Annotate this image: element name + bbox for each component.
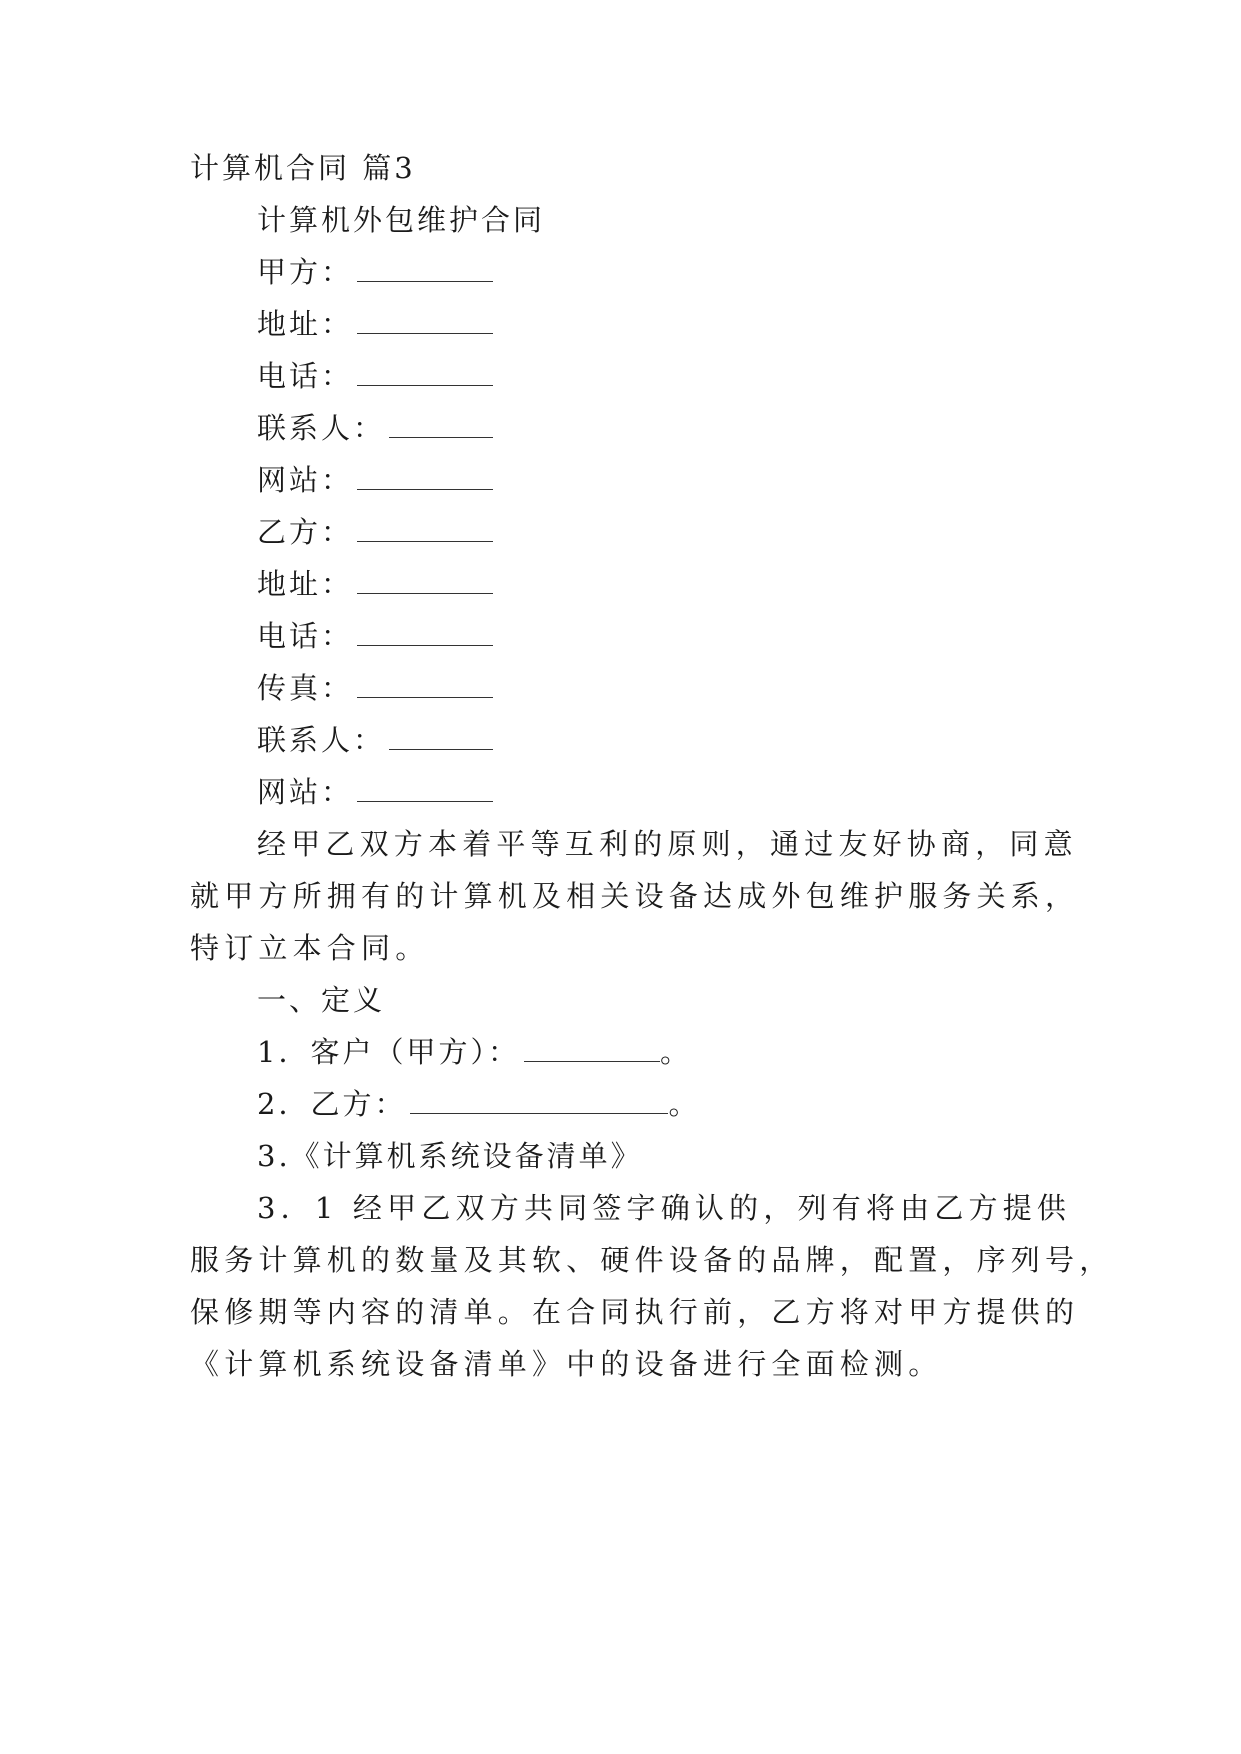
party-a-address-blank[interactable] — [357, 311, 493, 334]
party-b-phone-field: 电话： — [257, 616, 493, 656]
definition-item-2: 2．乙方： 。 — [257, 1087, 701, 1121]
party-b-contact-blank[interactable] — [389, 727, 493, 750]
definition-item-1: 1．客户（甲方）： 。 — [257, 1035, 692, 1069]
party-b-definition-blank[interactable] — [410, 1091, 668, 1114]
definition-item-3-1-line-1: 3．1 经甲乙双方共同签字确认的，列有将由乙方提供 — [257, 1191, 1072, 1225]
party-b-website-field: 网站： — [257, 772, 493, 812]
party-a-contact-blank[interactable] — [389, 415, 493, 438]
party-b-contact-field: 联系人： — [257, 720, 493, 760]
definition-item-3-1-line-4: 《计算机系统设备清单》中的设备进行全面检测。 — [190, 1347, 943, 1381]
party-b-name-field: 乙方： — [257, 512, 493, 552]
intro-paragraph-line-2: 就甲方所拥有的计算机及相关设备达成外包维护服务关系， — [190, 879, 1080, 913]
party-a-phone-blank[interactable] — [357, 363, 493, 386]
intro-paragraph-line-3: 特订立本合同。 — [190, 931, 430, 965]
party-b-phone-blank[interactable] — [357, 623, 493, 646]
party-a-contact-field: 联系人： — [257, 408, 493, 448]
section-1-title: 一、定义 — [257, 983, 386, 1017]
contract-title: 计算机外包维护合同 — [257, 203, 546, 237]
definition-item-3-1-line-3: 保修期等内容的清单。在合同执行前，乙方将对甲方提供的 — [190, 1295, 1080, 1329]
party-b-fax-field: 传真： — [257, 668, 493, 708]
party-b-website-blank[interactable] — [357, 779, 493, 802]
client-name-blank[interactable] — [524, 1039, 660, 1062]
party-a-name-field: 甲方： — [257, 252, 493, 292]
party-a-name-blank[interactable] — [357, 259, 493, 282]
party-a-address-field: 地址： — [257, 304, 493, 344]
document-heading: 计算机合同 篇3 — [190, 151, 416, 185]
party-b-address-field: 地址： — [257, 564, 493, 604]
party-a-website-blank[interactable] — [357, 467, 493, 490]
definition-item-3-1-line-2: 服务计算机的数量及其软、硬件设备的品牌，配置，序列号， — [190, 1243, 1114, 1277]
party-b-address-blank[interactable] — [357, 571, 493, 594]
party-b-name-blank[interactable] — [357, 519, 493, 542]
definition-item-3: 3.《计算机系统设备清单》 — [257, 1139, 643, 1173]
party-a-website-field: 网站： — [257, 460, 493, 500]
party-a-phone-field: 电话： — [257, 356, 493, 396]
intro-paragraph-line-1: 经甲乙双方本着平等互利的原则，通过友好协商，同意 — [257, 827, 1078, 861]
party-b-fax-blank[interactable] — [357, 675, 493, 698]
